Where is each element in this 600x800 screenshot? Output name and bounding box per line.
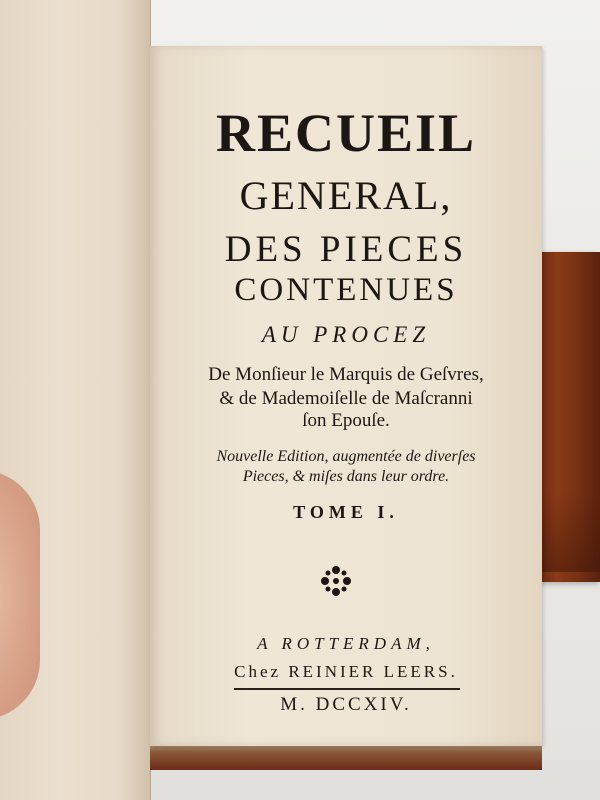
imprint-rule [234,688,460,690]
thumb-holding-book [0,470,40,720]
title-page-text [150,46,542,746]
left-page [0,0,151,800]
imprint-printer: Chez REINIER LEERS. [234,662,458,681]
subtitle-line-2: & de Mademoiſelle de Maſcranni [219,388,473,409]
edition-line-1: Nouvelle Edition, augmentée de diverſes [216,448,476,465]
fleuron-ornament-icon [316,561,356,601]
subtitle-line-1: De Monſieur le Marquis de Geſvres, [208,364,484,385]
background-leather-book [538,252,600,582]
subtitle-line-3: ſon Epouſe. [302,410,390,431]
title-page [150,46,542,746]
imprint-date: M. DCCXIV. [280,694,412,715]
title-line-contenues: CONTENUES [234,272,458,308]
edition-line-2: Pieces, & miſes dans leur ordre. [242,468,450,485]
volume-label: TOME I. [293,502,399,522]
title-line-general: GENERAL, [239,173,453,218]
title-line-recueil: RECUEIL [215,103,477,163]
title-line-des-pieces: DES PIECES [224,229,468,270]
title-line-au-procez: AU PROCEZ [261,322,431,347]
imprint-place: A ROTTERDAM, [257,634,435,653]
